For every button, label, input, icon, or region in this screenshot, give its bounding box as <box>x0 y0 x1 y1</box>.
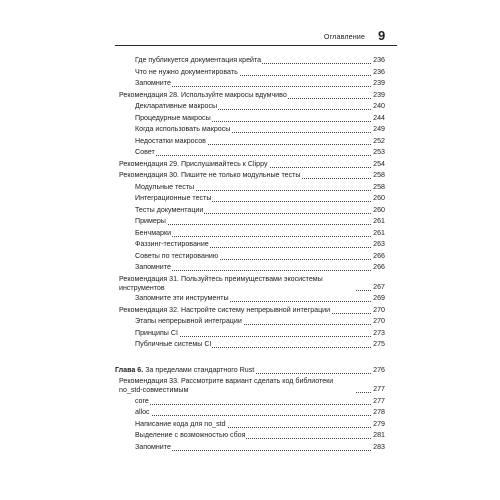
toc-entry-title: Рекомендация 33. Рассмотрите вариант сделать код библиотеки no_std-совместимым <box>119 377 355 395</box>
dot-leader <box>135 450 385 451</box>
toc-entry-page: 266 <box>372 251 385 263</box>
chapter-spacer <box>115 351 385 365</box>
toc-entry-page: 236 <box>372 67 385 79</box>
toc-subsection-entry[interactable] <box>135 407 385 419</box>
toc-chapter-entry[interactable] <box>115 365 385 377</box>
toc-subsection-entry[interactable] <box>135 124 385 136</box>
running-header-title: Оглавление <box>323 32 365 41</box>
toc-subsection-entry[interactable] <box>135 262 385 274</box>
toc-subsection-entry[interactable] <box>135 442 385 454</box>
chapter-title <box>115 365 255 377</box>
toc-subsection-entry[interactable] <box>135 430 385 442</box>
toc-entry-title: Интеграционные тесты <box>135 193 212 205</box>
toc-section-entry[interactable] <box>119 274 385 294</box>
toc-entry-page: 269 <box>372 293 385 305</box>
dot-leader <box>135 224 385 225</box>
toc-entry-page: 267 <box>372 282 385 294</box>
toc-subsection-entry[interactable] <box>135 293 385 305</box>
toc-entry-page: 270 <box>372 316 385 328</box>
chapter-page: 276 <box>372 365 385 377</box>
dot-leader <box>135 86 385 87</box>
toc-subsection-entry[interactable] <box>135 396 385 408</box>
toc-entry-page: 240 <box>372 101 385 113</box>
toc-subsection-entry[interactable] <box>135 78 385 90</box>
toc-entry-page: 254 <box>372 159 385 171</box>
toc-entry-title: Выделение с возможностью сбоя <box>135 430 246 442</box>
toc-entry-title: Недостатки макросов <box>135 136 207 148</box>
toc-entry-title: Советы по тестированию <box>135 251 219 263</box>
dot-leader <box>135 404 385 405</box>
toc-subsection-entry[interactable] <box>135 251 385 263</box>
toc-entry-title: Запомните эти инструменты <box>135 293 230 305</box>
toc-entry-page: 281 <box>372 430 385 442</box>
toc-section-entry[interactable] <box>119 90 385 102</box>
toc-entry-page: 258 <box>372 170 385 182</box>
toc-entry-page: 236 <box>372 55 385 67</box>
toc-entry-title: Где публикуется документация крейта <box>135 55 262 67</box>
toc-entry-page: 273 <box>372 328 385 340</box>
toc-subsection-entry[interactable] <box>135 55 385 67</box>
toc-entry-title: Рекомендация 29. Прислушивайтесь к Clippy <box>119 159 269 171</box>
toc-subsection-entry[interactable] <box>135 216 385 228</box>
toc-entry-title: core <box>135 396 150 408</box>
toc-entry-title: Рекомендация 31. Пользуйтесь преимуществами экосистемы инструментов <box>119 275 355 293</box>
toc-subsection-entry[interactable] <box>135 147 385 159</box>
toc-entry-page: 244 <box>372 113 385 125</box>
toc-entry-title: Рекомендация 28. Используйте макросы вдумчиво <box>119 90 288 102</box>
toc-subsection-entry[interactable] <box>135 67 385 79</box>
toc-entry-title: Что не нужно документировать <box>135 67 239 79</box>
table-of-contents <box>115 55 385 453</box>
toc-subsection-entry[interactable] <box>135 193 385 205</box>
toc-subsection-entry[interactable] <box>135 205 385 217</box>
toc-entry-page: 277 <box>372 396 385 408</box>
toc-entry-title: Модульные тесты <box>135 182 195 194</box>
page-number: 9 <box>378 28 386 43</box>
toc-entry-title: Запомните <box>135 442 172 454</box>
toc-entry-page: 239 <box>372 78 385 90</box>
toc-entry-page: 283 <box>372 442 385 454</box>
toc-entry-page: 277 <box>372 384 385 396</box>
toc-entry-page: 249 <box>372 124 385 136</box>
dot-leader <box>135 155 385 156</box>
toc-entry-title: Бенчмарки <box>135 228 172 240</box>
toc-section-entry[interactable] <box>119 159 385 171</box>
toc-entry-title: Написание кода для no_std <box>135 419 227 431</box>
toc-subsection-entry[interactable] <box>135 419 385 431</box>
toc-entry-title: Рекомендация 32. Настройте систему непрерывной интеграции <box>119 305 331 317</box>
toc-entry-page: 261 <box>372 216 385 228</box>
toc-entry-title: Когда использовать макросы <box>135 124 231 136</box>
toc-entry-title: alloc <box>135 407 151 419</box>
dot-leader <box>135 236 385 237</box>
toc-entry-title: Фаззинг-тестирование <box>135 239 210 251</box>
toc-subsection-entry[interactable] <box>135 136 385 148</box>
toc-entry-title: Декларативные макросы <box>135 101 218 113</box>
toc-subsection-entry[interactable] <box>135 228 385 240</box>
toc-entry-page: 263 <box>372 239 385 251</box>
toc-subsection-entry[interactable] <box>135 113 385 125</box>
toc-entry-page: 260 <box>372 193 385 205</box>
toc-entry-page: 266 <box>372 262 385 274</box>
toc-subsection-entry[interactable] <box>135 239 385 251</box>
toc-entry-page: 261 <box>372 228 385 240</box>
toc-section-entry[interactable] <box>119 305 385 317</box>
toc-entry-page: 260 <box>372 205 385 217</box>
toc-entry-page: 252 <box>372 136 385 148</box>
running-header <box>0 30 500 44</box>
dot-leader <box>135 270 385 271</box>
toc-entry-page: 275 <box>372 339 385 351</box>
toc-subsection-entry[interactable] <box>135 101 385 113</box>
toc-section-entry[interactable] <box>119 170 385 182</box>
toc-entry-title: Примеры <box>135 216 167 228</box>
toc-entry-title: Этапы непрерывной интеграции <box>135 316 243 328</box>
toc-entry-title: Запомните <box>135 262 172 274</box>
toc-entry-title: Принципы CI <box>135 328 179 340</box>
toc-entry-title: Публичные системы CI <box>135 339 212 351</box>
chapter-label: Глава 6. <box>115 365 144 374</box>
toc-entry-page: 270 <box>372 305 385 317</box>
toc-entry-title: Тесты документации <box>135 205 204 217</box>
toc-subsection-entry[interactable] <box>135 339 385 351</box>
toc-subsection-entry[interactable] <box>135 182 385 194</box>
toc-entry-page: 253 <box>372 147 385 159</box>
toc-entry-page: 239 <box>372 90 385 102</box>
toc-entry-page: 279 <box>372 419 385 431</box>
toc-entry-title: Запомните <box>135 78 172 90</box>
chapter-title-text: За пределами стандартного Rust <box>145 365 255 374</box>
toc-entry-title: Процедурные макросы <box>135 113 212 125</box>
toc-entry-page: 278 <box>372 407 385 419</box>
toc-entry-page: 258 <box>372 182 385 194</box>
toc-entry-title: Совет <box>135 147 156 159</box>
header-rule <box>115 45 397 46</box>
toc-entry-title: Рекомендация 30. Пишите не только модульные тесты <box>119 170 302 182</box>
toc-subsection-entry[interactable] <box>135 328 385 340</box>
dot-leader <box>135 415 385 416</box>
toc-subsection-entry[interactable] <box>135 316 385 328</box>
toc-section-entry[interactable] <box>119 376 385 396</box>
